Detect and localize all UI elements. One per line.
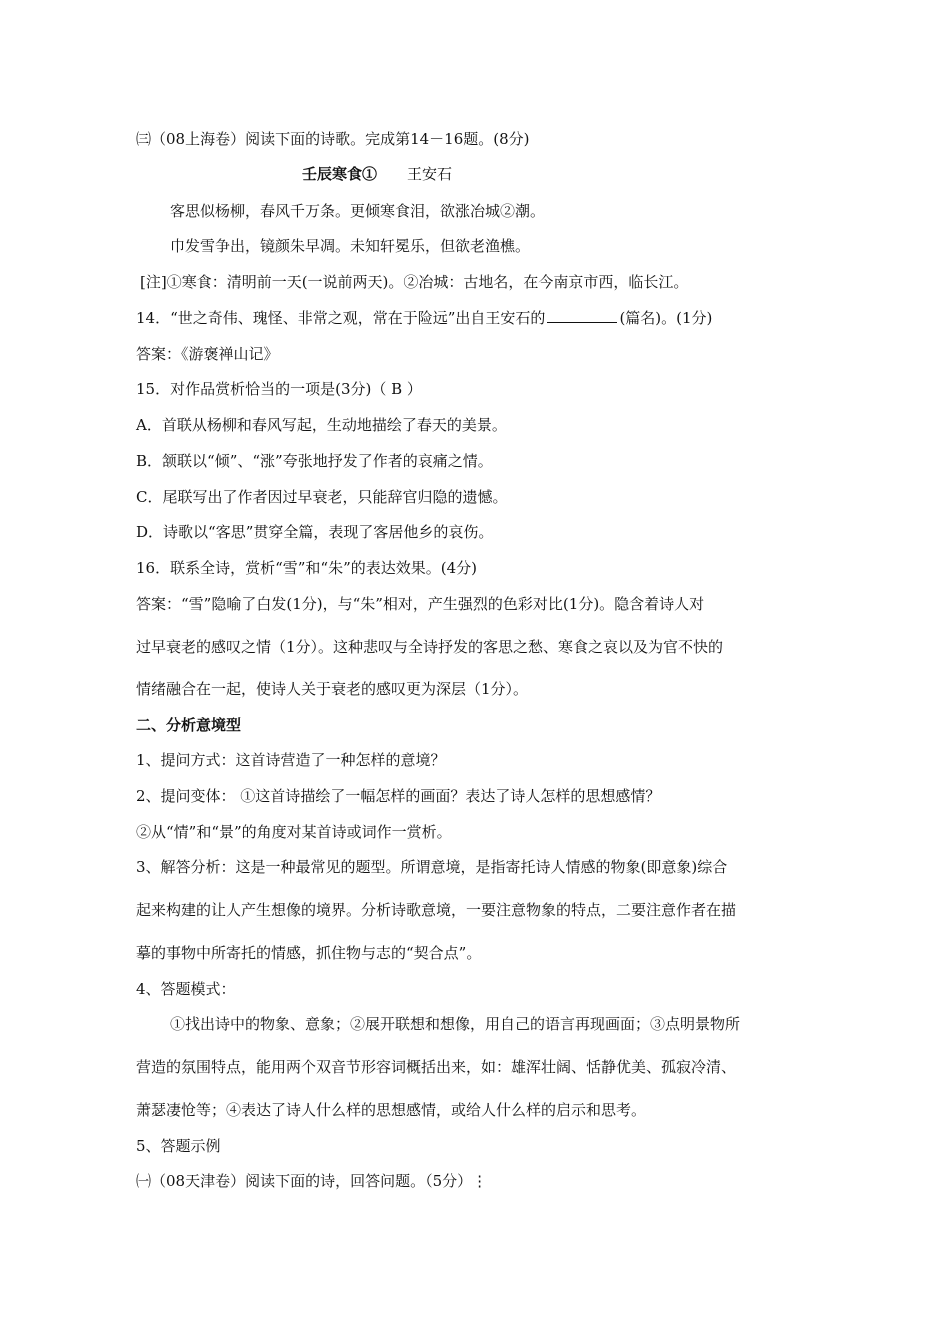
item-2: 2、提问变体： ①这首诗描绘了一幅怎样的画面？表达了诗人怎样的思想感情？ (136, 787, 661, 805)
question-14-text: 14．“世之奇伟、瑰怪、非常之观，常在于险远”出自王安石的 (136, 309, 546, 327)
poem-line-1: 客思似杨柳，春风千万条。更倾寒食泪，欲涨冶城②潮。 (170, 202, 546, 220)
answer-14: 答案：《游褒禅山记》 (136, 345, 279, 363)
item-4-body-3: 萧瑟凄怆等；④表达了诗人什么样的思想感情，或给人什么样的启示和思考。 (136, 1101, 647, 1119)
item-1: 1、提问方式：这首诗营造了一种怎样的意境？ (136, 751, 446, 769)
question-15: 15．对作品赏析恰当的一项是(3分)（ B ） (136, 380, 422, 398)
poem-title: 壬辰寒食① (302, 165, 378, 183)
question-14-suffix: (篇名)。(1分) (619, 309, 713, 327)
example-heading: ㈠（08天津卷）阅读下面的诗，回答问题。（5分）⋮ (136, 1172, 488, 1190)
item-5: 5、答题示例 (136, 1137, 221, 1155)
answer-16-line-3: 情绪融合在一起，使诗人关于衰老的感叹更为深层（1分）。 (136, 680, 529, 698)
question-16: 16．联系全诗，赏析“雪”和“朱”的表达效果。(4分) (136, 559, 478, 577)
option-d: D．诗歌以“客思”贯穿全篇，表现了客居他乡的哀伤。 (136, 523, 494, 541)
poem-note: [注]①寒食：清明前一天(一说前两天)。②冶城：古地名，在今南京市西，临长江。 (140, 273, 689, 291)
option-a: A．首联从杨柳和春风写起，生动地描绘了春天的美景。 (136, 416, 507, 434)
answer-blank (547, 308, 617, 323)
item-2-variant: ②从“情”和“景”的角度对某首诗或词作一赏析。 (136, 823, 452, 841)
answer-16-line-2: 过早衰老的感叹之情（1分）。这种悲叹与全诗抒发的客思之愁、寒食之哀以及为官不快的 (136, 638, 724, 656)
poem-author: 王安石 (407, 165, 453, 183)
section-heading-2: 二、分析意境型 (136, 716, 242, 734)
item-3-line-1: 3、解答分析：这是一种最常见的题型。所谓意境，是指寄托诗人情感的物象(即意象)综合 (136, 858, 728, 876)
poem-line-2: 巾发雪争出，镜颜朱早凋。未知轩冕乐，但欲老渔樵。 (170, 237, 531, 255)
item-4: 4、答题模式： (136, 980, 236, 998)
item-3-line-2: 起来构建的让人产生想像的境界。分析诗歌意境，一要注意物象的特点，二要注意作者在描 (136, 901, 737, 919)
item-4-body-1: ①找出诗中的物象、意象；②展开联想和想像，用自己的语言再现画面；③点明景物所 (170, 1015, 741, 1033)
answer-16-line-1: 答案：“雪”隐喻了白发(1分)，与“朱”相对，产生强烈的色彩对比(1分)。隐含着诗人对 (136, 595, 705, 613)
question-14 (136, 308, 826, 328)
item-4-body-2: 营造的氛围特点，能用两个双音节形容词概括出来，如：雄浑壮阔、恬静优美、孤寂冷清、 (136, 1058, 737, 1076)
section-heading-question: ㈢（08上海卷）阅读下面的诗歌。完成第14－16题。(8分) (136, 130, 530, 148)
option-b: B．颔联以“倾”、“涨”夸张地抒发了作者的哀痛之情。 (136, 452, 493, 470)
item-3-line-3: 摹的事物中所寄托的情感，抓住物与志的“契合点”。 (136, 944, 482, 962)
option-c: C．尾联写出了作者因过早衰老，只能辞官归隐的遗憾。 (136, 488, 508, 506)
poem-title-line (302, 164, 950, 184)
